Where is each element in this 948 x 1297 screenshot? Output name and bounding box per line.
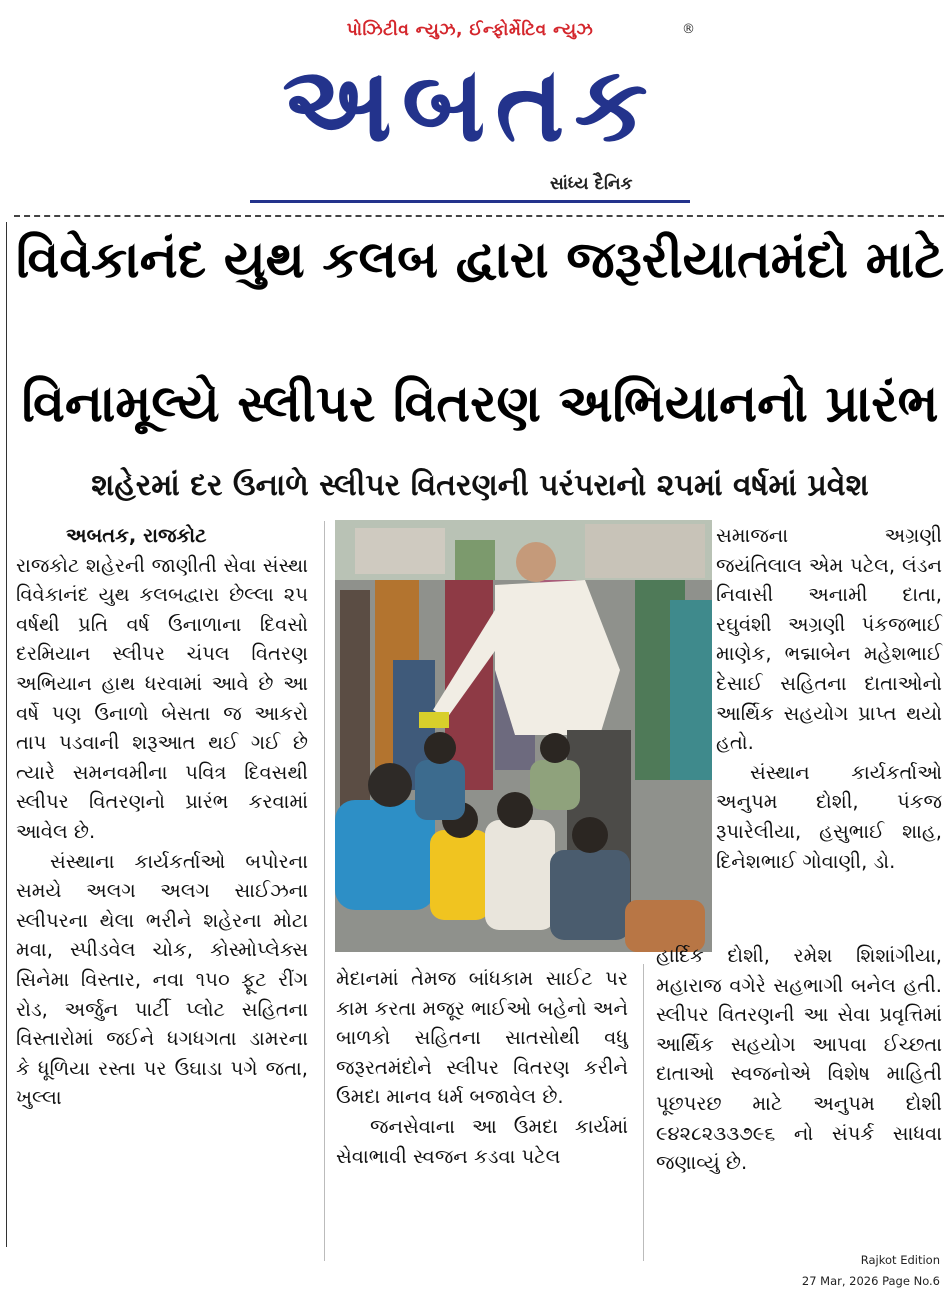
article-column-3-lower: [656, 941, 942, 1261]
article-column-3: [716, 521, 942, 941]
registered-mark: ®: [682, 22, 695, 37]
column-3-paragraph-3: હાર્દિક દોશી, રમેશ શિશાંગીયા, મહારાજ વગેરે સહભાગી બનેલ હતી. સ્લીપર વિતરણની આ સેવા પ્રવૃત્તિમાં આર્થિક સહયોગ આપવા ઈચ્છતા દાતાઓ સ્વજનોએ વિશેષ માહિતી પૂછપરછ માટે અનુપમ દોશી ૯૪૨૮૨૩૩૭૯૬ નો સંપર્ક સાધવા જણાવ્યું છે.: [656, 944, 942, 1175]
headline-line-2: વિનામૂલ્યે સ્લીપર વિતરણ અભિયાનનો પ્રારંભ: [21, 375, 939, 434]
headline-line-1: વિવેકાનંદ યુથ કલબ દ્વારા જરૂરીયાતમંદો માટે: [16, 231, 944, 290]
subheadline: શહેરમાં દર ઉનાળે સ્લીપર વિતરણની પરંપરાનો ૨૫માં વર્ષમાં પ્રવેશ: [91, 468, 869, 503]
dateline: અબતક, રાજકોટ: [66, 524, 207, 547]
photo-illustration: [335, 520, 712, 952]
article-column-2: [336, 964, 628, 1264]
masthead: [250, 14, 700, 204]
newspaper-logo: અબતક: [282, 43, 658, 165]
edition-label: Rajkot Edition: [860, 1253, 940, 1267]
masthead-underline: [250, 200, 690, 203]
column-1-paragraph-1: રાજકોટ શહેરની જાણીતી સેવા સંસ્થા વિવેકાનંદ યુથ કલબદ્વારા છેલ્લા ૨૫ વર્ષથી પ્રતિ વર્ષ ઉનાળાના દિવસો દરમિયાન સ્લીપર ચંપલ વિતરણ અભિયાન હાથ ધરવામાં આવે છે આ વર્ષે પણ ઉનાળો બેસતા જ આકરો તાપ પડવાની શરૂઆત થઈ ગઈ છે ત્યારે સમનવમીના પવિત્ર દિવસથી સ્લીપર વિતરણનો પ્રારંભ કરવામાં આવેલ છે.: [16, 553, 308, 843]
date-page-label: 27 Mar, 2026 Page No.6: [801, 1274, 940, 1288]
column-3-paragraph-1: સમાજના અગ્રણી જયંતિલાલ એમ પટેલ, લંડન નિવાસી અનામી દાતા, રઘુવંશી અગ્રણી પંકજભાઈ માણેક, ભદ્માબેન મહેશભાઈ દેસાઈ સહિતના દાતાઓનો આર્થિક સહયોગ પ્રાપ્ત થયો હતો.: [716, 524, 942, 755]
column-divider: [643, 964, 644, 1261]
article-column-1: [16, 521, 308, 1266]
column-2-paragraph-1: મેદાનમાં તેમજ બાંધકામ સાઈટ પર કામ કરતા મજૂર ભાઈઓ બહેનો અને બાળકો સહિતના સાતસોથી વધુ જરૂરતમંદોને સ્લીપર વિતરણ કરીને ઉમદા માનવ ધર્મ બજાવેલ છે.: [336, 967, 628, 1109]
column-2-paragraph-2: જનસેવાના આ ઉમદા કાર્યમાં સેવાભાવી સ્વજન કડવા પટેલ: [336, 1114, 628, 1168]
page-left-rule: [6, 222, 7, 1247]
column-3-paragraph-2: સંસ્થાન કાર્યકર્તાઓ અનુપમ દોશી, પંકજ રૂપારેલીયા, હસુભાઈ શાહ, દિનેશભાઈ ગોવાણી, ડો.: [716, 760, 942, 873]
masthead-sub: સાંધ્ય દૈનિક: [550, 174, 633, 194]
column-divider: [324, 521, 325, 1261]
masthead-divider: [14, 215, 944, 217]
column-1-paragraph-2: સંસ્થાના કાર્યકર્તાઓ બપોરના સમયે અલગ અલગ સાઈઝના સ્લીપરના થેલા ભરીને શહેરના મોટા મવા, સ્પીડવેલ ચોક, કોસ્મોપ્લેક્સ સિનેમા વિસ્તાર, નવા ૧૫૦ ફૂટ રીંગ રોડ, અર્જુન પાર્ટી પ્લોટ સહિતના વિસ્તારોમાં જઈને ધગધગતા ડામરના કે ધૂળિયા રસ્તા પર ઉઘાડા પગે જતા, ખુલ્લા: [16, 849, 308, 1110]
masthead-tagline: પોઝિટીવ ન્યુઝ, ઈન્ફોર્મેટિવ ન્યુઝ: [346, 20, 594, 40]
people-photo: [335, 520, 712, 952]
